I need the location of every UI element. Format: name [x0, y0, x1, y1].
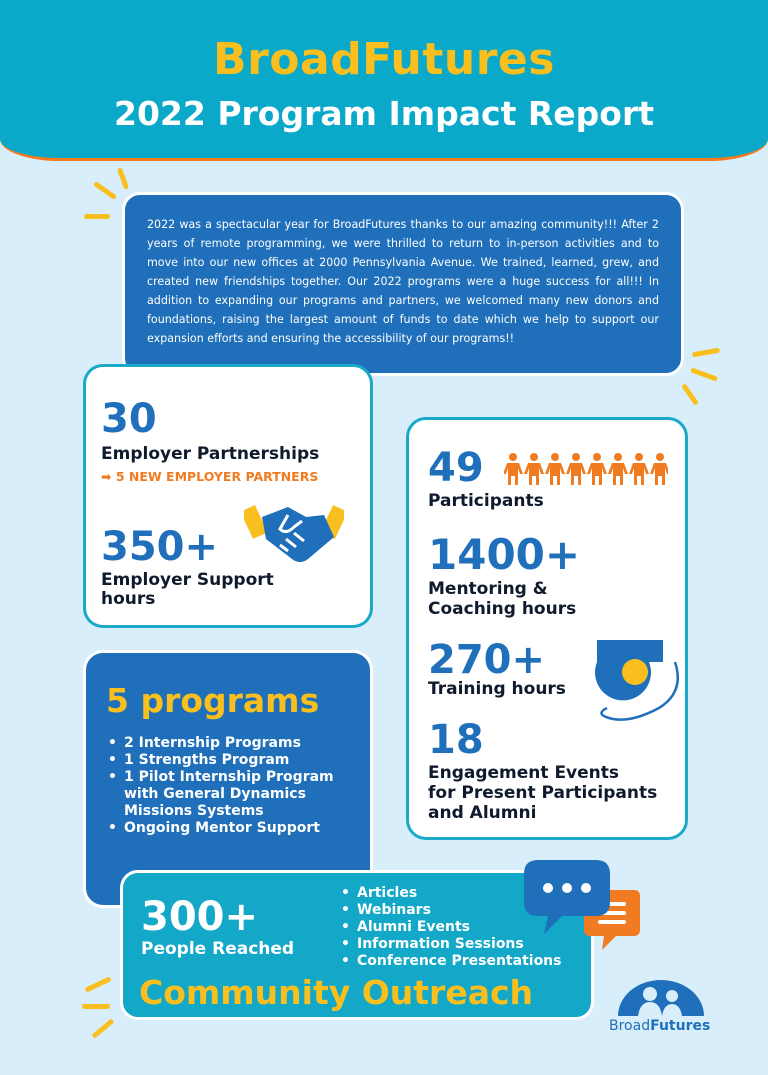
outreach-item: • Alumni Events — [341, 919, 581, 936]
outreach-item: • Articles — [341, 885, 581, 902]
partnerships-number: 30 — [101, 396, 157, 442]
brand-title: BroadFutures — [213, 34, 555, 85]
programs-list — [108, 735, 358, 837]
program-item: • 1 Pilot Internship Program with General Dynamics Missions Systems — [108, 769, 358, 820]
report-title: 2022 Program Impact Report — [113, 94, 655, 133]
logo-mark-icon — [614, 976, 708, 1016]
program-item: • 1 Strengths Program — [108, 752, 358, 769]
mentoring-label-line1: Mentoring & — [428, 579, 548, 599]
employer-card — [83, 364, 373, 628]
people-row-icon — [504, 452, 668, 486]
support-label-line1: Employer Support — [101, 570, 274, 590]
events-label-line1: Engagement Events — [428, 763, 620, 783]
new-partners-label: 5 NEW EMPLOYER PARTNERS — [115, 469, 319, 484]
handshake-icon — [244, 493, 344, 567]
whistle-icon — [589, 632, 689, 726]
support-number: 350+ — [101, 524, 219, 570]
logo-wordmark — [609, 1018, 710, 1034]
outreach-item: • Information Sessions — [341, 936, 581, 953]
training-number: 270+ — [428, 637, 546, 683]
program-item: • Ongoing Mentor Support — [108, 820, 358, 837]
outreach-item: • Conference Presentations — [341, 953, 581, 970]
outreach-title: Community Outreach — [139, 973, 534, 1012]
mentoring-label-line2: Coaching hours — [428, 599, 577, 619]
events-number: 18 — [428, 717, 484, 763]
events-label-line3: and Alumni — [428, 803, 537, 823]
report-header — [0, 0, 768, 161]
programs-title: 5 programs — [106, 681, 320, 720]
partnerships-label: Employer Partnerships — [101, 444, 320, 464]
arrow-right-icon: ➡ — [101, 469, 112, 484]
participants-number: 49 — [428, 445, 484, 491]
program-item: • 2 Internship Programs — [108, 735, 358, 752]
outreach-number: 300+ — [141, 894, 259, 940]
new-partners-note — [101, 469, 318, 484]
outreach-number-label: People Reached — [141, 939, 295, 959]
mentoring-number: 1400+ — [428, 530, 581, 579]
chat-bubbles-icon — [512, 856, 644, 952]
stats-card — [406, 417, 688, 840]
events-label-line2: for Present Participants — [428, 783, 658, 803]
training-label: Training hours — [428, 679, 566, 699]
broadfutures-logo — [606, 976, 716, 1038]
outreach-item: • Webinars — [341, 902, 581, 919]
logo-text-plain: Broad — [609, 1018, 651, 1034]
support-label-line2: hours — [101, 589, 156, 609]
participants-label: Participants — [428, 491, 544, 511]
logo-text-bold: Futures — [650, 1018, 711, 1034]
intro-paragraph: 2022 was a spectacular year for BroadFutures thanks to our amazing community!!! After 2 years of remote programming, we were thrilled to return to in-person activities and to move into our new offices at 2000 Pennsylvania Avenue. We trained, learned, grew, and created new friendships together. Our 2022 programs were a huge success for all!!! In addition to expanding our programs and partners, we welcomed many new donors and foundations, raising the largest amount of funds to date which we help to support our expansion efforts and ensuring the accessibility of our programs!! — [122, 192, 684, 376]
